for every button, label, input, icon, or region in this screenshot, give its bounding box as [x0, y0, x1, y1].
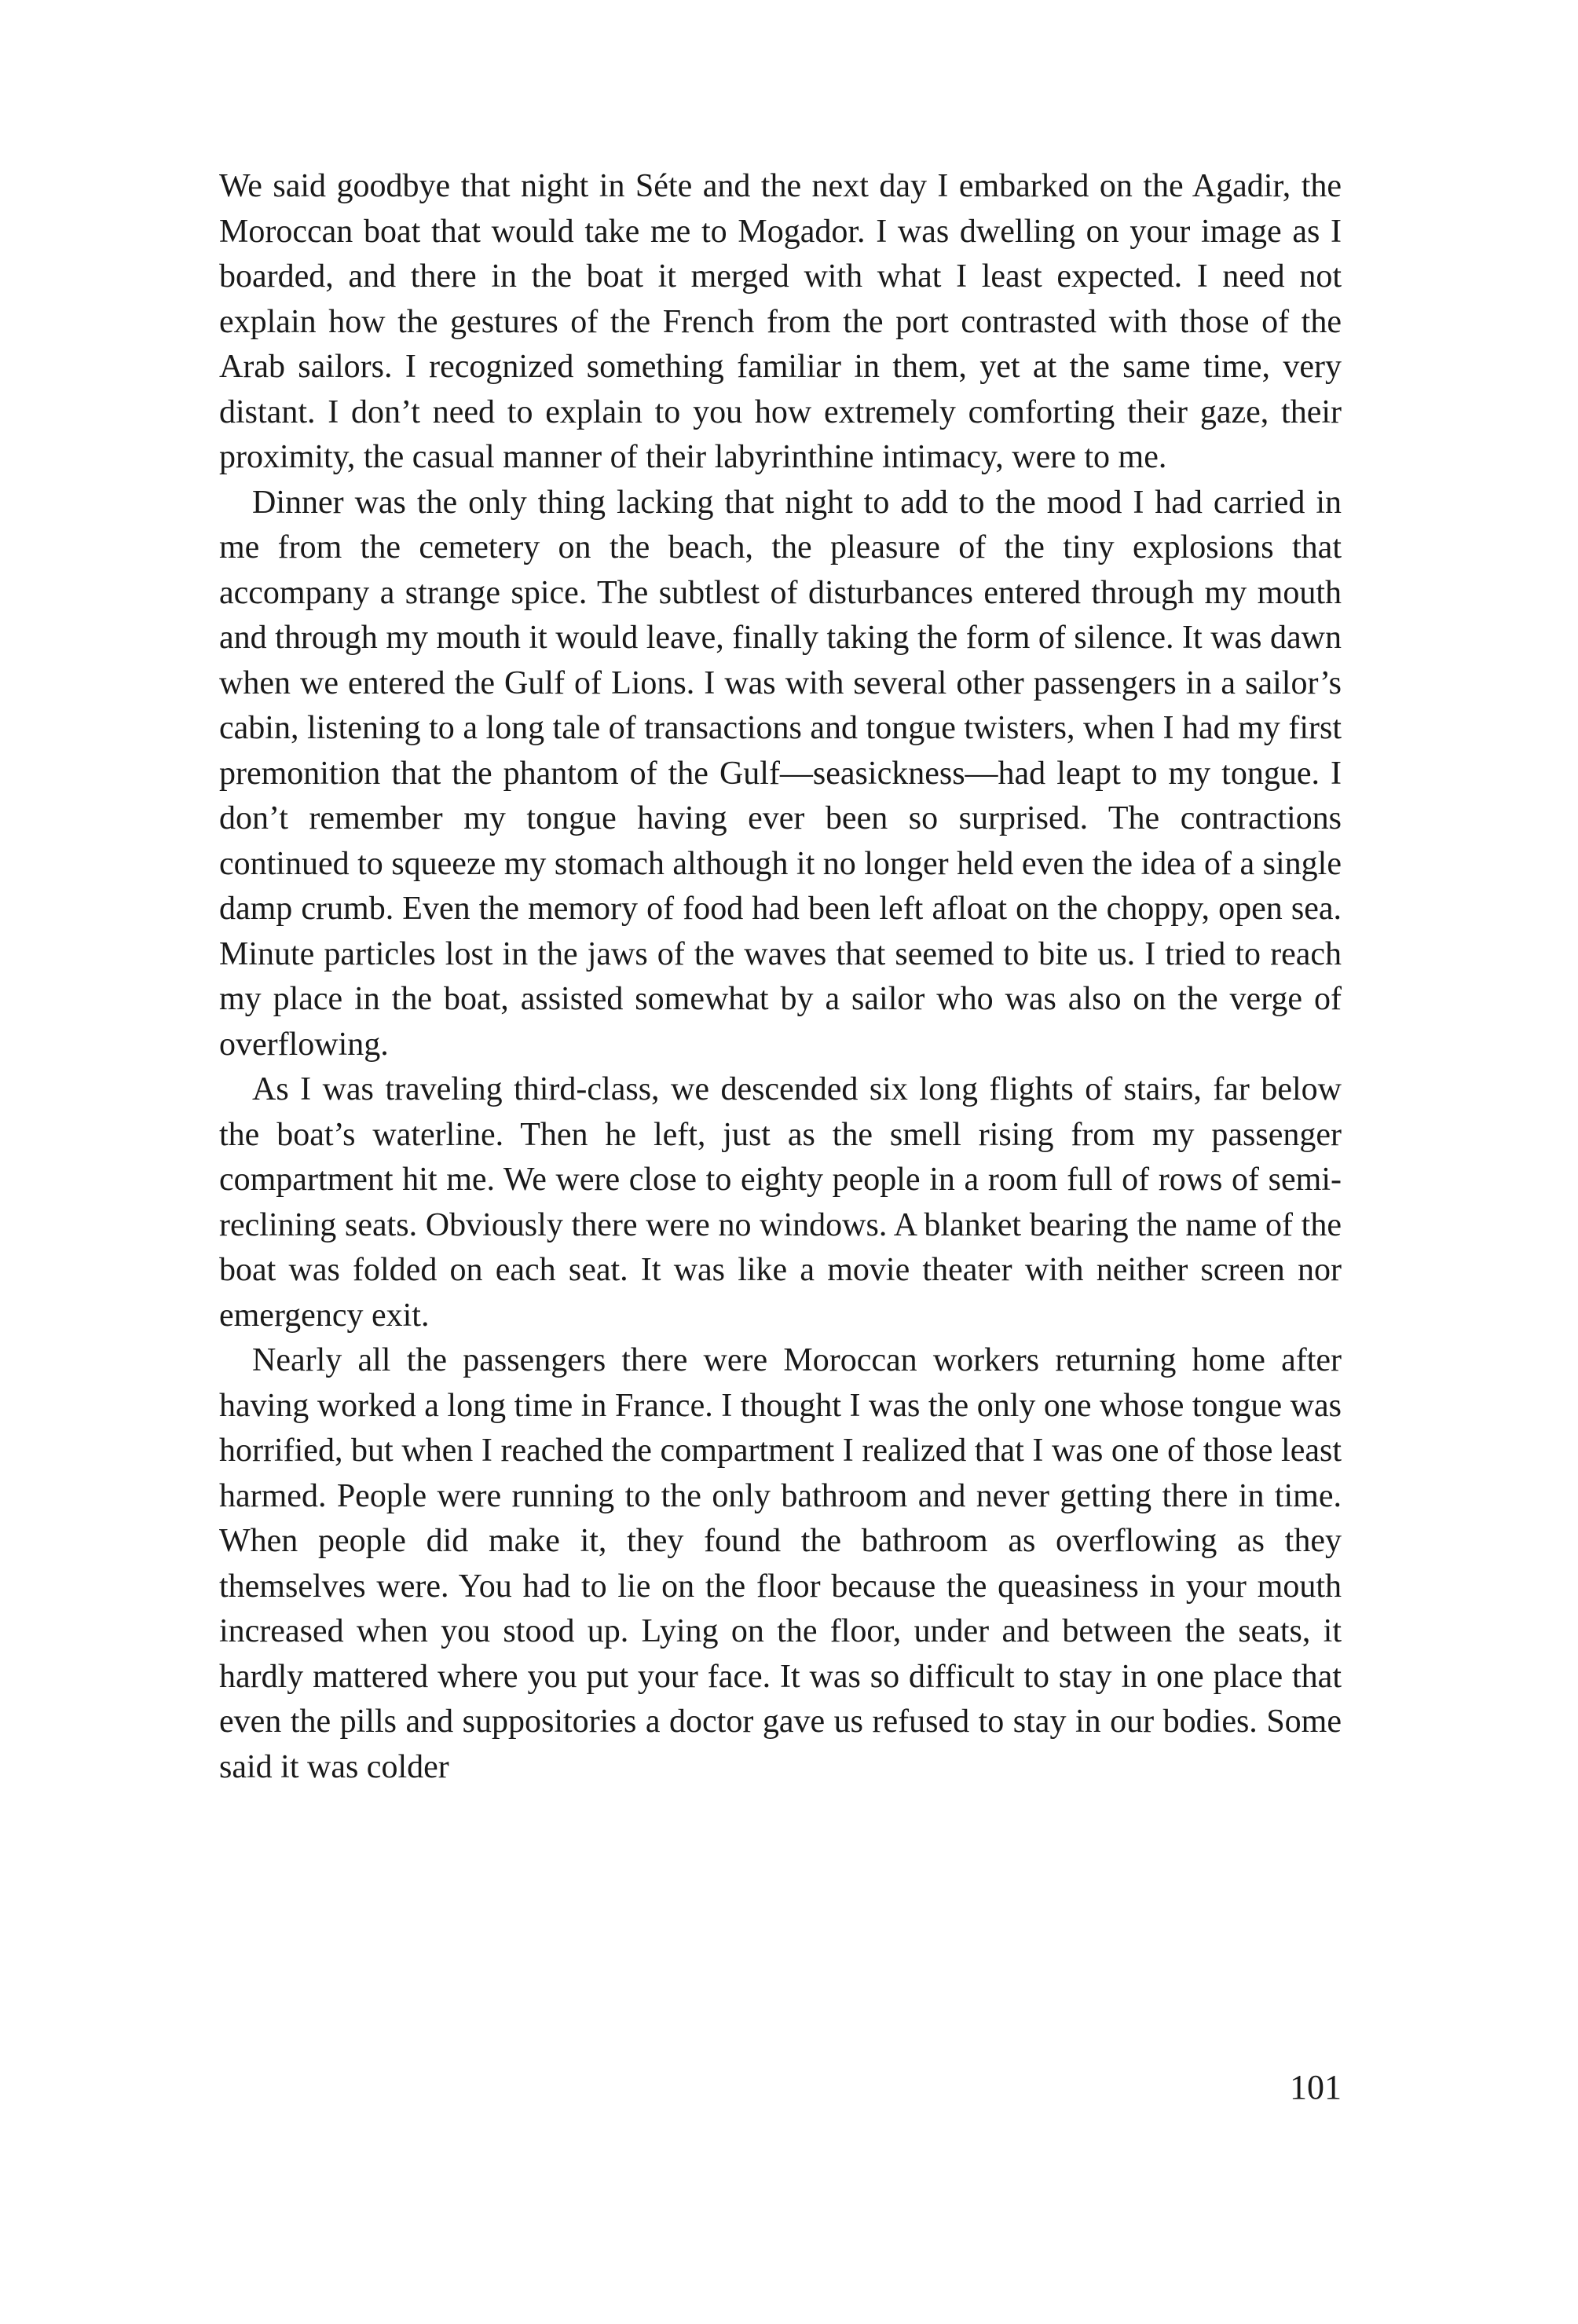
page-number: 101 [1290, 2068, 1342, 2106]
body-text [219, 164, 1342, 1790]
paragraph-3: As I was traveling third-class, we descended six long flights of stairs, far below the boat’s waterline. Then he left, just as the smell rising from my passenger compartment hit me. We were close to eighty people in a room full of rows of semi-reclining seats. Obviously there were no windows. A blanket bearing the name of the boat was folded on each seat. It was like a movie theater with neither screen nor emergency exit. [219, 1071, 1342, 1334]
paragraph-1: We said goodbye that night in Séte and the next day I embarked on the Agadir, the Moroccan boat that would take me to Mogador. I was dwelling on your image as I boarded, and there in the boat it merged with what I least expected. I need not explain how the gestures of the French from the port contrasted with those of the Arab sailors. I recognized something familiar in them, yet at the same time, very distant. I don’t need to explain to you how extremely comforting their gaze, their proximity, the casual manner of their labyrinthine intimacy, were to me. [219, 168, 1342, 475]
paragraph-4: Nearly all the passengers there were Moroccan workers returning home after having worked a long time in France. I thought I was the only one whose tongue was horrified, but when I reached the compartment I realized that I was one of those least harmed. People were running to the only bathroom and never getting there in time. When people did make it, they found the bathroom as overflowing as they themselves were. You had to lie on the floor because the queasiness in your mouth increased when you stood up. Lying on the floor, under and between the seats, it hardly mattered where you put your face. It was so difficult to stay in one place that even the pills and suppositories a doctor gave us refused to stay in our bodies. Some said it was colder [219, 1342, 1342, 1785]
paragraph-2: Dinner was the only thing lacking that night to add to the mood I had carried in me from the cemetery on the beach, the pleasure of the tiny explosions that accompany a strange spice. The subtlest of disturbances entered through my mouth and through my mouth it would leave, finally taking the form of silence. It was dawn when we entered the Gulf of Lions. I was with several other passengers in a sailor’s cabin, listening to a long tale of transactions and tongue twisters, when I had my first premonition that the phantom of the Gulf—seasickness—had leapt to my tongue. I don’t remember my tongue having ever been so surprised. The contractions continued to squeeze my stomach although it no longer held even the idea of a single damp crumb. Even the memory of food had been left afloat on the choppy, open sea. Minute particles lost in the jaws of the waves that seemed to bite us. I tried to reach my place in the boat, assisted somewhat by a sailor who was also on the verge of overflowing. [219, 484, 1342, 1063]
